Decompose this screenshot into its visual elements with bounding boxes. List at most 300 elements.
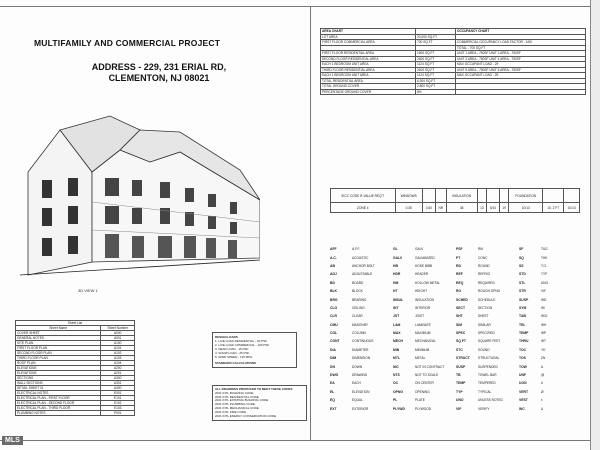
sheet-number-cell: A201 <box>101 371 135 376</box>
abbreviation-cell <box>456 390 519 394</box>
abbreviation-symbol: WC <box>519 406 525 411</box>
code-value-cell: 10, 2 FT <box>543 203 564 213</box>
area-chart-cell: EACH 1 BEDROOM UNIT AREA <box>321 73 416 79</box>
abbreviation-cell <box>456 381 519 385</box>
abbreviation-meaning: DIMENSION <box>352 356 371 361</box>
window <box>105 206 119 224</box>
abbreviation-symbol: SS <box>519 263 524 268</box>
design-loads-box <box>212 332 297 368</box>
area-chart <box>320 28 586 95</box>
abbreviation-meaning: ELEVATION <box>352 389 370 394</box>
window <box>184 236 196 258</box>
abbreviation-meaning: STRUCTURAL <box>478 356 500 361</box>
abbreviation-cell <box>519 373 582 377</box>
abbreviation-meaning: DOWN <box>352 364 363 369</box>
abbreviation-meaning: COLUMN <box>352 331 366 336</box>
abbreviation-cell <box>393 348 456 352</box>
abbreviation-row <box>330 388 585 396</box>
abbreviation-symbol: PSF <box>456 247 463 252</box>
abbreviation-cell <box>519 339 582 343</box>
project-address-line2: CLEMENTON, NJ 08021 <box>108 73 210 83</box>
abbreviation-cell <box>393 289 456 293</box>
area-chart-table <box>320 28 586 95</box>
abbreviation-cell <box>393 339 456 343</box>
abbreviation-symbol: STL <box>519 280 526 285</box>
design-load-line: 3. DEAD LOAD - 15 PSF <box>215 347 249 351</box>
abbreviation-symbol: INSUL <box>393 297 404 302</box>
abbreviation-meaning: ADJUSTABLE <box>352 272 373 277</box>
abbreviation-symbol: SQ FT <box>456 339 466 344</box>
abbreviation-meaning: MINIMUM <box>415 347 430 352</box>
window <box>185 188 194 202</box>
abbreviation-meaning: CONTINUOUS <box>352 339 374 344</box>
abbreviation-cell <box>330 281 393 285</box>
abbreviation-meaning: SPECIFIED <box>478 331 495 336</box>
abbreviation-meaning: LAMINATE <box>415 322 431 327</box>
abbreviation-meaning: ROUGH OPNG <box>478 289 501 294</box>
abbreviation-symbol: NIC <box>393 364 399 369</box>
window <box>160 182 170 198</box>
abbreviation-meaning: WD <box>541 297 547 302</box>
abbreviation-symbol: AFF <box>330 247 337 252</box>
abbreviation-cell <box>456 348 519 352</box>
abbreviation-cell <box>519 272 582 276</box>
abbreviation-symbol: GL <box>393 247 398 252</box>
abbreviation-symbol: CMU <box>330 322 338 327</box>
abbreviation-meaning: T&G <box>541 247 548 252</box>
abbreviation-meaning: OPENING <box>415 389 430 394</box>
abbreviation-meaning: HOLLOW METAL <box>415 280 441 285</box>
abbreviation-row <box>330 396 585 404</box>
abbreviation-meaning: TYPICAL <box>478 389 492 394</box>
abbreviation-meaning: ANCHOR BOLT <box>352 263 375 268</box>
abbreviation-row <box>330 279 585 287</box>
abbreviation-cell <box>330 398 393 402</box>
abbreviation-cell <box>519 356 582 360</box>
abbreviation-meaning: SCHEDULE <box>478 297 496 302</box>
abbreviation-meaning: NOT TO SCALE <box>415 373 439 378</box>
abbreviation-meaning: ZN <box>541 356 546 361</box>
abbreviation-meaning: T.O. <box>541 263 547 268</box>
abbreviation-symbol: SF <box>519 247 524 252</box>
abbreviation-row <box>330 262 585 270</box>
design-loads-title: DESIGN LOADS <box>215 335 238 339</box>
title-block <box>14 38 304 84</box>
window <box>208 194 216 207</box>
abbreviation-row <box>330 346 585 354</box>
area-chart-cell: EACH 1 BEDROOM UNIT AREA <box>321 62 416 68</box>
code-header-cell <box>564 189 580 203</box>
abbreviation-symbol: SPEC <box>456 331 466 336</box>
abbreviation-cell <box>519 306 582 310</box>
sheet-name-cell: ELECTRICAL NOTES <box>16 391 101 396</box>
abbreviation-meaning: TEMPERED <box>478 381 496 386</box>
abbreviation-cell <box>456 256 519 260</box>
area-chart-cell: COMMERCIAL OCCUPANCY LOAD FACTOR - 1/60 <box>456 40 586 46</box>
abbreviation-symbol: NTS <box>393 373 400 378</box>
code-header-cell <box>422 189 435 203</box>
abbreviation-meaning: W/ <box>541 305 545 310</box>
abbreviation-cell <box>519 281 582 285</box>
area-chart-cell: 2400 SQ.FT <box>416 67 456 73</box>
abbreviation-meaning: BOARD <box>352 280 364 285</box>
abbreviation-symbol: SUSP <box>456 364 466 369</box>
abbreviation-symbol: CLR <box>330 314 337 319</box>
sheet-name-cell: WALL SECTIONS <box>16 381 101 386</box>
code-line: 2021 INTL BUILDING CODE <box>215 390 254 395</box>
abbreviation-cell <box>330 314 393 318</box>
abbreviation-cell <box>456 247 519 251</box>
abbreviation-symbol: HM <box>393 280 399 285</box>
abbreviation-row <box>330 329 585 337</box>
standard-calc-title: STANDARD CALCULATIONS <box>215 361 256 365</box>
abbreviation-cell <box>456 331 519 335</box>
abbreviation-cell <box>393 356 456 360</box>
project-title: MULTIFAMILY AND COMMERCIAL PROJECT <box>34 38 221 48</box>
abbreviation-cell <box>393 365 456 369</box>
abbreviation-cell <box>456 281 519 285</box>
code-value-cell: 10/13 <box>509 203 543 213</box>
abbreviation-symbol: DWG <box>330 373 339 378</box>
abbreviation-cell <box>393 264 456 268</box>
sheet-number-cell: A103 <box>101 356 135 361</box>
abbreviation-meaning: VERIFY <box>478 406 490 411</box>
abbreviation-cell <box>330 323 393 327</box>
abbreviation-cell <box>330 348 393 352</box>
code-value-cell: NR <box>435 203 446 213</box>
abbreviation-cell <box>393 247 456 251</box>
area-chart-cell: PERCENTAGE GROUND COVER <box>321 89 416 95</box>
sheet-name-cell: ELECTRICAL PLAN - SECOND FLOOR <box>16 401 101 406</box>
abbreviation-symbol: DIM <box>330 356 337 361</box>
area-chart-cell: FIRST FLOOR RESIDENTIAL AREA <box>321 51 416 57</box>
abbreviation-symbol: OPNG <box>393 389 403 394</box>
abbreviation-cell <box>393 272 456 276</box>
abbreviation-cell <box>393 373 456 377</box>
area-chart-cell: UNIT 5 AREA - 750SF UNIT 6 AREA - 750SF <box>456 67 586 73</box>
abbreviation-cell <box>456 272 519 276</box>
window <box>132 236 144 258</box>
abbreviation-meaning: DRAWING <box>352 373 368 378</box>
abbreviation-cell <box>393 381 456 385</box>
abbreviation-meaning: BEARING <box>352 297 367 302</box>
abbreviation-row <box>330 404 585 412</box>
area-chart-row <box>321 89 586 95</box>
abbreviation-meaning: HEIGHT <box>415 289 428 294</box>
abbreviation-cell <box>393 398 456 402</box>
window <box>206 238 216 258</box>
abbreviation-cell <box>330 247 393 251</box>
abbreviation-cell <box>519 247 582 251</box>
abbreviation-cell <box>456 407 519 411</box>
abbreviation-meaning: THK <box>541 255 548 260</box>
sheet-number-cell: A200 <box>101 366 135 371</box>
abbreviation-meaning: SECTION <box>478 305 493 310</box>
codes-title: ALL DRAWINGS PRODUCED TO MEET THESE CODES <box>215 387 293 391</box>
abbreviation-symbol: MECH <box>393 339 403 344</box>
code-value-cell: 0.60 <box>422 203 435 213</box>
sheet-name-cell: SECOND FLOOR PLAN <box>16 351 101 356</box>
sheet-number-cell: A101 <box>101 346 135 351</box>
abbreviation-cell <box>393 298 456 302</box>
code-line: 2021 INTL MECHANICAL CODE <box>215 405 259 410</box>
abbreviation-row <box>330 295 585 303</box>
abbreviation-symbol: REQ <box>456 280 464 285</box>
area-chart-cell: 1500 SQ.FT <box>416 51 456 57</box>
code-header-cell <box>435 189 446 203</box>
abbreviation-symbol: COL <box>330 331 338 336</box>
abbreviation-symbol: PLYWD <box>393 406 405 411</box>
abbreviation-meaning: ± <box>541 398 543 403</box>
abbreviation-cell <box>330 256 393 260</box>
abbreviation-cell <box>456 264 519 268</box>
design-load-line: 5. WIND SPEED - 115 MPH <box>215 355 253 359</box>
abbreviation-cell <box>330 272 393 276</box>
abbreviation-cell <box>393 323 456 327</box>
code-header-cell <box>477 189 486 203</box>
abbreviation-meaning: INTERIOR <box>415 305 431 310</box>
abbreviation-cell <box>519 348 582 352</box>
abbreviation-symbol: STR <box>519 289 526 294</box>
abbreviation-cell <box>519 289 582 293</box>
code-line: 2021 INTL ENERGY CONSERVATION CODE <box>215 413 277 418</box>
frame-bottom-line <box>0 440 590 441</box>
area-chart-cell: 20,000 SQ.FT <box>416 34 456 40</box>
area-chart-cell: 6,300 SQ.FT <box>416 78 456 84</box>
code-value-cell: 13 <box>477 203 486 213</box>
frame-top-line <box>0 6 590 7</box>
abbreviation-cell <box>519 398 582 402</box>
sheet-name-cell: GENERAL NOTES <box>16 336 101 341</box>
abbreviation-cell <box>330 264 393 268</box>
abbreviation-meaning: INSULATION <box>415 297 434 302</box>
abbreviation-symbol: TOS <box>519 356 526 361</box>
abbreviation-symbol: RO <box>456 289 462 294</box>
abbreviation-meaning: WH <box>541 322 547 327</box>
abbreviation-cell <box>519 365 582 369</box>
abbreviation-symbol: SIM <box>456 322 463 327</box>
occupancy-chart-title: OCCUPANCY CHART <box>456 29 586 35</box>
abbreviation-symbol: TB <box>456 373 461 378</box>
abbreviation-symbol: OC <box>393 381 399 386</box>
abbreviation-row <box>330 312 585 320</box>
abbreviation-cell <box>456 314 519 318</box>
abbreviation-cell <box>393 256 456 260</box>
abbreviation-row <box>330 371 585 379</box>
abbreviation-meaning: A.F.F. <box>352 247 360 252</box>
area-chart-cell: 2,800 SQ.FT <box>416 84 456 90</box>
abbreviation-meaning: JOIST <box>415 314 425 319</box>
sheet-name-cell: THIRD FLOOR PLAN <box>16 356 101 361</box>
code-header-cell: WINDOWS <box>395 189 422 203</box>
abbreviation-meaning: Δ <box>541 406 544 411</box>
abbreviation-meaning: METAL <box>415 356 426 361</box>
abbreviation-symbol: INT <box>393 305 399 310</box>
area-chart-cell: 700 SQ.FT <box>416 40 456 46</box>
abbreviation-meaning: GALV <box>415 247 424 252</box>
abbreviation-meaning: # <box>541 381 543 386</box>
area-chart-cell: TOTAL - 700 SQ.FT <box>456 45 586 51</box>
sheet-number-cell: A104 <box>101 361 135 366</box>
window <box>132 180 142 196</box>
sheet-number-cell: A100 <box>101 341 135 346</box>
abbreviation-cell <box>519 323 582 327</box>
abbreviation-meaning: CONC <box>478 255 488 260</box>
abbreviation-meaning: UNO <box>541 280 549 285</box>
abbreviation-cell <box>519 331 582 335</box>
area-chart-cell: SECOND FLOOR RESIDENTIAL AREA <box>321 56 416 62</box>
abbreviation-symbol: MAX <box>393 331 401 336</box>
sheet-number-cell: A000 <box>101 331 135 336</box>
abbreviation-meaning: REQUIRED <box>478 280 495 285</box>
abbreviation-meaning: HEADER <box>415 272 429 277</box>
abbreviation-symbol: DN <box>330 364 335 369</box>
abbreviation-cell <box>456 373 519 377</box>
abbreviation-meaning: YD <box>541 347 546 352</box>
abbreviation-meaning: SQUARE FEET <box>478 339 501 344</box>
abbreviation-symbol: ADJ <box>330 272 337 277</box>
sheet-number-cell: A102 <box>101 351 135 356</box>
abbreviation-symbol: GALV <box>393 255 403 260</box>
abbreviation-symbol: UNO <box>456 398 464 403</box>
abbreviation-meaning: EACH <box>352 381 361 386</box>
code-header-cell: IECC CODE R-VALUE REQ'T <box>331 189 396 203</box>
code-value-cell: ZONE 4 <box>331 203 396 213</box>
sheet-number-cell: A301 <box>101 381 135 386</box>
window <box>105 178 119 196</box>
code-header-cell: INSULATION <box>446 189 477 203</box>
abbreviation-cell <box>519 407 582 411</box>
area-chart-cell: THIRD FLOOR RESIDENTIAL AREA <box>321 67 416 73</box>
abbreviation-cell <box>330 331 393 335</box>
area-chart-cell: 8% <box>416 89 456 95</box>
abbreviation-cell <box>456 323 519 327</box>
abbreviation-cell <box>519 264 582 268</box>
building-rendering <box>20 110 260 290</box>
abbreviation-row <box>330 337 585 345</box>
abbreviation-symbol: VERT <box>519 389 529 394</box>
abbreviation-meaning: CEILING <box>352 305 365 310</box>
sheet-name-cell: SITE PLAN <box>16 341 101 346</box>
sheet-name-cell: ELECTRICAL PLAN - FIRST FLOOR <box>16 396 101 401</box>
area-chart-cell: UNIT 1 AREA - 750SF UNIT 2 AREA - 750SF <box>456 51 586 57</box>
abbreviation-symbol: TEMP <box>456 381 466 386</box>
abbreviation-symbol: SECT <box>456 305 466 310</box>
abbreviation-symbol: JST <box>393 314 400 319</box>
code-line: 2021 INTL FIRE CODE <box>215 409 247 414</box>
abbreviation-meaning: SIMILAR <box>478 322 491 327</box>
abbreviation-row <box>330 270 585 278</box>
abbreviation-symbol: TEL <box>519 322 526 327</box>
abbreviation-symbol: EL <box>330 389 335 394</box>
sheet-name-cell: ROOF PLAN <box>16 361 101 366</box>
abbreviation-symbol: A.C. <box>330 255 337 260</box>
abbreviations-legend <box>330 245 585 420</box>
area-chart-cell: TOTAL GROUND COVER <box>321 84 416 90</box>
abbreviation-cell <box>519 298 582 302</box>
abbreviation-meaning: ROUND <box>478 263 490 268</box>
abbreviation-cell <box>519 256 582 260</box>
abbreviation-cell <box>330 339 393 343</box>
project-address-line1: ADDRESS - 229, 231 ERIAL RD, <box>91 62 227 72</box>
abbreviation-cell <box>456 306 519 310</box>
abbreviation-row <box>330 379 585 387</box>
sheet-list-row <box>16 411 135 416</box>
abbreviation-row <box>330 321 585 329</box>
abbreviation-meaning: CLEAR <box>352 314 363 319</box>
abbreviation-symbol: RD <box>456 263 461 268</box>
abbreviation-symbol: CLG <box>330 305 338 310</box>
abbreviation-symbol: THRU <box>519 339 529 344</box>
sheet-list-title: Sheet List <box>16 321 135 326</box>
abbreviation-meaning: NOT IN CONTRACT <box>415 364 445 369</box>
abbreviation-symbol: EXT <box>330 406 337 411</box>
abbreviation-meaning: SUSPENDED <box>478 364 498 369</box>
abbreviation-meaning: @ <box>541 373 545 378</box>
abbreviation-meaning: TYP <box>541 272 548 277</box>
sheet-number-cell: A001 <box>101 336 135 341</box>
area-chart-cell: 1124 SQ.FT <box>416 62 456 68</box>
abbreviation-symbol: REF <box>456 272 463 277</box>
abbreviation-meaning: MECHANICAL <box>415 339 436 344</box>
abbreviation-symbol: SYM <box>519 305 527 310</box>
abbreviation-symbol: MIN <box>393 347 400 352</box>
abbreviation-symbol: TEMP <box>519 331 529 336</box>
abbreviation-symbol: PL <box>393 398 398 403</box>
abbreviation-cell <box>330 381 393 385</box>
window <box>230 222 237 234</box>
abbreviation-cell <box>330 298 393 302</box>
sheet-number-header: Sheet Number <box>101 326 135 331</box>
abbreviation-symbol: VEST <box>519 398 528 403</box>
abbreviation-symbol: VIF <box>456 406 462 411</box>
abbreviation-row <box>330 362 585 370</box>
sheet-list <box>15 320 135 416</box>
abbreviation-cell <box>330 365 393 369</box>
code-line: 2021 INTL EXISTING BUILDING CODE <box>215 398 269 403</box>
mls-watermark: MLS <box>2 436 23 445</box>
abbreviation-cell <box>456 339 519 343</box>
area-chart-cell: LOT AREA <box>321 34 416 40</box>
abbreviation-symbol: STD <box>519 272 526 277</box>
window <box>228 240 237 258</box>
sheet-name-cell: DETAIL SHEET 01 <box>16 386 101 391</box>
abbreviation-cell <box>330 390 393 394</box>
abbreviation-meaning: HOSE BIBB <box>415 263 433 268</box>
abbreviation-cell <box>393 331 456 335</box>
abbreviation-symbol: UNF <box>519 373 526 378</box>
window <box>42 238 52 256</box>
window <box>132 208 142 224</box>
abbreviation-meaning: PLATE <box>415 398 425 403</box>
abbreviation-row <box>330 253 585 261</box>
sheet-name-cell: ELEVATIONS <box>16 371 101 376</box>
abbreviation-row <box>330 304 585 312</box>
area-chart-cell <box>456 89 586 95</box>
abbreviation-cell <box>393 390 456 394</box>
code-header-cell: FOUNDATION <box>509 189 543 203</box>
area-chart-title: AREA CHART <box>321 29 416 35</box>
window <box>42 180 52 198</box>
area-chart-cell: 2400 SQ.FT <box>416 56 456 62</box>
sheet-number-cell: P001 <box>101 411 135 416</box>
abbreviation-symbol: STC <box>456 347 463 352</box>
abbreviation-meaning: DIAMETER <box>352 347 369 352</box>
area-chart-cell: MAX OCCUPANT LOAD - 29 <box>456 62 586 68</box>
design-load-line: 1. LIVE LOAD RESIDENTIAL - 40 PSF <box>215 339 267 343</box>
code-header-cell <box>486 189 499 203</box>
abbreviation-cell <box>519 390 582 394</box>
